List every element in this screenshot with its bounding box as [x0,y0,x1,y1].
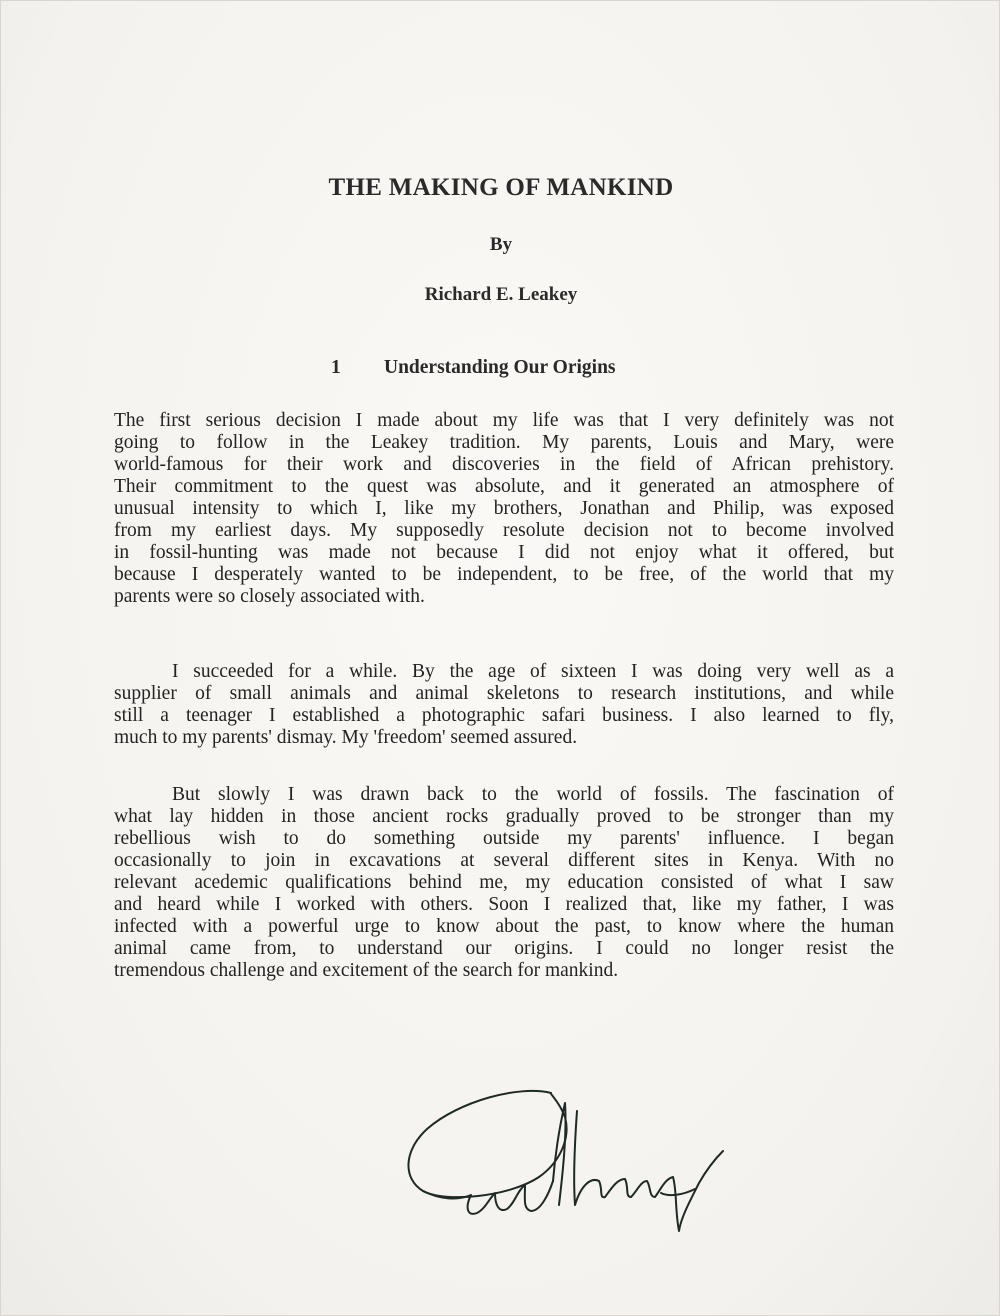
paragraph-2 [114,661,894,749]
chapter-title: Understanding Our Origins [384,357,616,378]
paragraph-line: in fossil-hunting was made not because I did not enjoy what it offered, but [114,542,894,563]
paragraph-line: supplier of small animals and animal skeletons to research institutions, and while [114,683,894,704]
paragraph-1 [114,410,894,608]
paragraph-line: still a teenager I established a photographic safari business. I also learned to fly, [114,705,894,726]
paragraph-line: parents were so closely associated with. [114,586,425,607]
paragraph-line: Their commitment to the quest was absolute, and it generated an atmosphere of [114,476,894,497]
paragraph-line: much to my parents' dismay. My 'freedom' seemed assured. [114,727,578,748]
paragraph-line: rebellious wish to do something outside my parents' influence. I began [114,828,894,849]
chapter-number: 1 [331,357,341,378]
paragraph-line: But slowly I was drawn back to the world of fossils. The fascination of [172,784,894,805]
paragraph-line: infected with a powerful urge to know about the past, to know where the human [114,916,894,937]
paragraph-line: going to follow in the Leakey tradition. My parents, Louis and Mary, were [114,432,894,453]
paragraph-line: I succeeded for a while. By the age of sixteen I was doing very well as a [172,661,894,682]
paragraph-line: unusual intensity to which I, like my brothers, Jonathan and Philip, was exposed [114,498,894,519]
paragraph-line: and heard while I worked with others. Soon I realized that, like my father, I was [114,894,894,915]
document-title: THE MAKING OF MANKIND [328,174,674,201]
paragraph-line: animal came from, to understand our origins. I could no longer resist the [114,938,894,959]
byline-label: By [489,234,513,255]
paragraph-3 [114,784,894,982]
paragraph-line: tremendous challenge and excitement of the search for mankind. [114,960,619,981]
paragraph-line: from my earliest days. My supposedly resolute decision not to become involved [114,520,894,541]
paragraph-line: relevant acedemic qualifications behind me, my education consisted of what I saw [114,872,894,893]
paragraph-line: what lay hidden in those ancient rocks gradually proved to be stronger than my [114,806,894,827]
paragraph-line: occasionally to join in excavations at several different sites in Kenya. With no [114,850,894,871]
author-name: Richard E. Leakey [424,284,578,305]
chapter-heading [331,357,731,379]
paragraph-line: because I desperately wanted to be independent, to be free, of the world that my [114,564,894,585]
signature-graphic [399,1081,729,1241]
handwritten-signature [399,1081,729,1241]
paragraph-line: The first serious decision I made about my life was that I very definitely was not [114,410,894,431]
paragraph-line: world-famous for their work and discoveries in the field of African prehistory. [114,454,894,475]
